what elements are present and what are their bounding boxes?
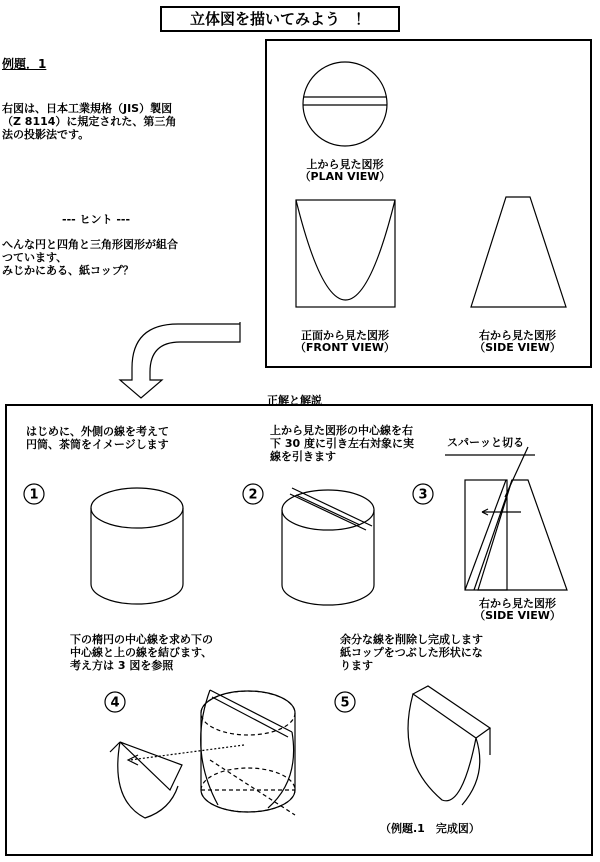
step5-number: 5 <box>340 695 350 711</box>
front-view-label: 正面から見た図形 （FRONT VIEW） <box>294 329 396 354</box>
step3-side-view-label: 右から見た図形 （SIDE VIEW） <box>474 597 561 622</box>
step-number-circles <box>24 484 433 712</box>
hint-title: --- ヒント --- <box>62 213 131 226</box>
step2-text: 上から見た図形の中心線を右 下 30 度に引き左右対象に実 線を引きます <box>270 424 414 463</box>
step4-number: 4 <box>110 695 120 711</box>
step1-number: 1 <box>29 487 39 503</box>
plan-view-label: 上から見た図形 （PLAN VIEW） <box>299 158 391 183</box>
side-view-figure <box>471 197 566 307</box>
example-label: 例題．1 <box>2 57 47 71</box>
step3-number: 3 <box>418 487 428 503</box>
step5-completed-figure <box>408 686 490 805</box>
step4-construction-figure <box>110 690 295 818</box>
step1-text: はじめに、外側の線を考えて 円筒、茶筒をイメージします <box>26 425 169 451</box>
answer-header: 正解と解説 <box>267 394 322 407</box>
step1-cylinder-figure <box>91 488 183 604</box>
front-view-figure <box>296 200 395 307</box>
description-text: 右図は、日本工業規格（JIS）製図 （Z 8114）に規定された、第三角 法の投影法です。 <box>2 102 177 141</box>
solution-frame <box>6 405 592 855</box>
step3-text: スパーッと切る <box>447 436 524 449</box>
side-view-label: 右から見た図形 （SIDE VIEW） <box>474 329 561 354</box>
step4-text: 下の楕円の中心線を求め下の 中心線と上の線を結びます、 考え方は 3 図を参照 <box>70 633 213 672</box>
hint-body: へんな円と四角と三角形図形が組合 つています、 みじかにある、紙コップ？ <box>2 238 178 277</box>
step5-text: 余分な線を削除し完成します 紙コップをつぶした形状にな ります <box>340 633 483 672</box>
completed-label: （例題.1 完成図） <box>380 822 480 835</box>
page-title: 立体図を描いてみよう ！ <box>160 6 400 32</box>
projection-frame <box>266 40 591 367</box>
plan-view-figure <box>303 62 387 146</box>
curved-arrow-icon <box>120 322 240 398</box>
step2-cylinder-figure <box>282 488 374 605</box>
step3-cut-figure <box>445 447 567 590</box>
step2-number: 2 <box>248 487 258 503</box>
